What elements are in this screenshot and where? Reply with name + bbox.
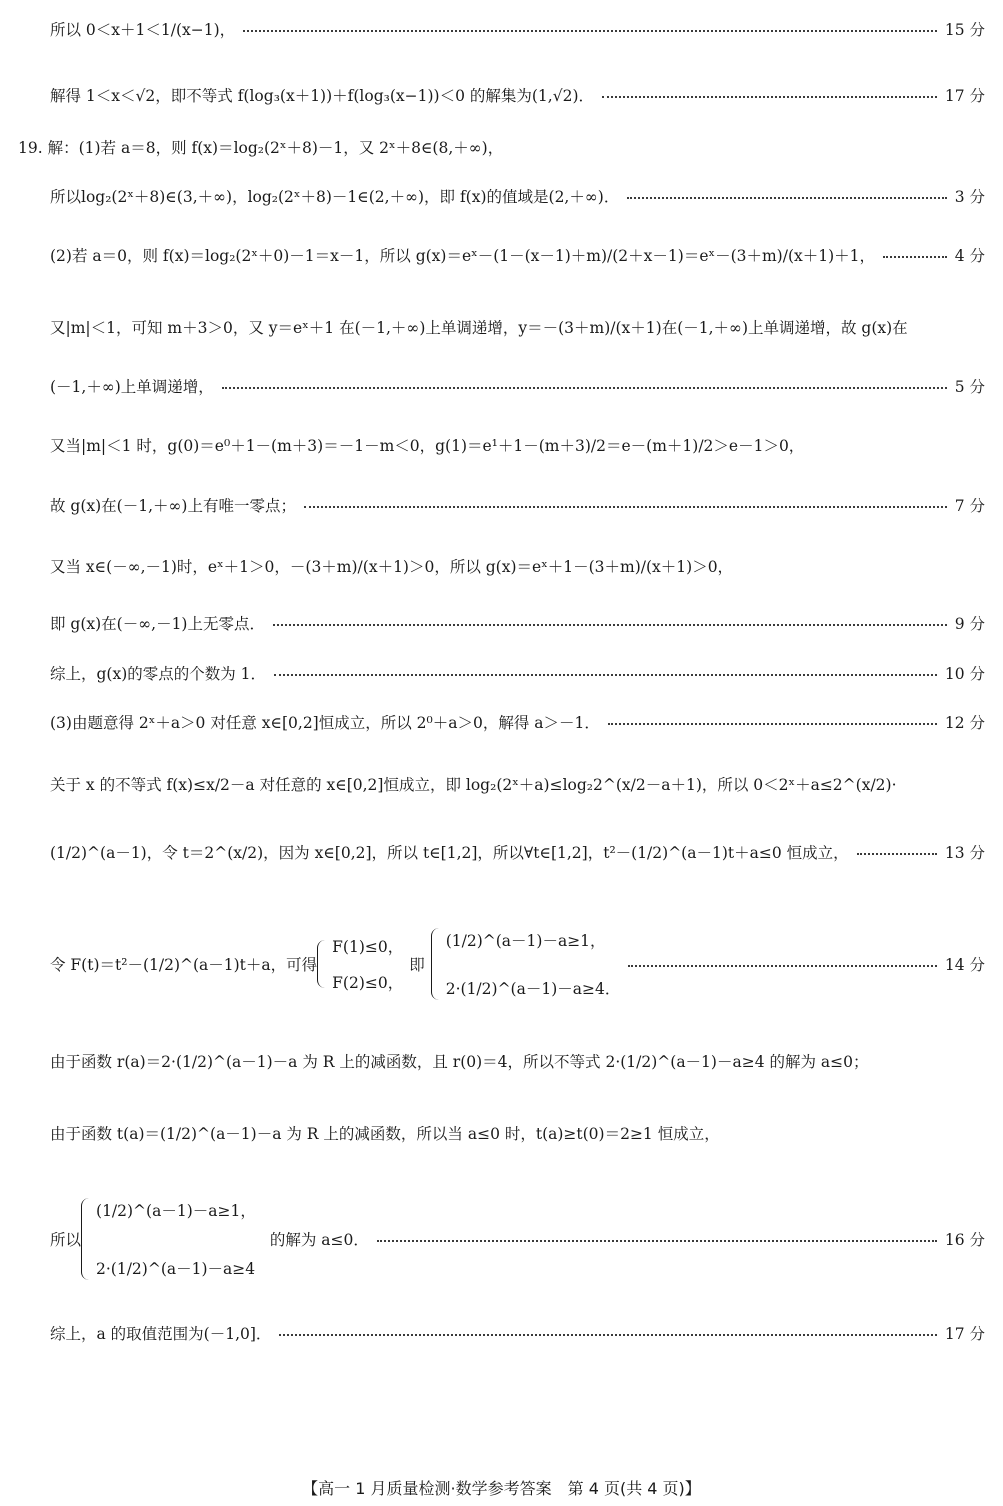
score-label: 5 分: [954, 378, 985, 396]
answer-line-7: [50, 375, 985, 397]
score-label: 10 分: [944, 665, 985, 683]
leader-dots: [243, 30, 937, 32]
answer-text: 故 g(x)在(－1,＋∞)上有唯一零点；: [50, 497, 296, 515]
answer-text: 19. 解：(1)若 a＝8，则 f(x)＝log₂(2ˣ＋8)－1，又 2ˣ＋8∈(8,＋∞)，: [18, 139, 504, 157]
answer-line-5: [50, 244, 985, 266]
score-label: 15 分: [944, 21, 985, 39]
leader-dots: [273, 624, 947, 626]
leader-dots: [279, 1334, 936, 1336]
answer-text: 由于函数 r(a)＝2·(1/2)^(a－1)－a 为 R 上的减函数，且 r(0)＝4，所以不等式 2·(1/2)^(a－1)－a≥4 的解为 a≤0；: [50, 1053, 869, 1071]
leader-dots: [608, 723, 937, 725]
answer-text: 由于函数 t(a)＝(1/2)^(a－1)－a 为 R 上的减函数，所以当 a≤0 时，t(a)≥t(0)＝2≥1 恒成立，: [50, 1125, 720, 1143]
score-label: 17 分: [944, 1325, 985, 1343]
answer-text: (1/2)^(a－1)，令 t＝2^(x/2)，因为 x∈[0,2]，所以 t∈[1,2]，所以∀t∈[1,2]，t²－(1/2)^(a－1)t＋a≤0 恒成立，: [50, 844, 849, 862]
left-brace: [81, 1198, 92, 1280]
answer-line-15: [50, 841, 985, 863]
leader-dots: [377, 1240, 937, 1242]
answer-text: 即 g(x)在(－∞,－1)上无零点．: [50, 615, 265, 633]
left-brace: [317, 940, 328, 988]
answer-text: 所以log₂(2ˣ＋8)∈(3,＋∞)，log₂(2ˣ＋8)－1∈(2,＋∞)，即 f(x)的值域是(2,＋∞)．: [50, 188, 620, 206]
answer-text: 综上，g(x)的零点的个数为 1．: [50, 665, 267, 683]
leader-dots: [627, 197, 946, 199]
answer-line-2: [50, 84, 985, 106]
leader-dots: [857, 853, 937, 855]
system-row: 2·(1/2)^(a－1)－a≥4: [96, 1260, 256, 1278]
answer-line-10: [50, 555, 985, 577]
answer-text: 解得 1＜x＜√2，即不等式 f(log₃(x＋1))＋f(log₃(x−1))＜0 的解集为(1,√2)．: [50, 87, 594, 105]
system-row: F(1)≤0，: [332, 938, 404, 956]
answer-line-19: [50, 1198, 985, 1280]
answer-line-8: [50, 434, 985, 456]
connector-text: 即: [409, 956, 425, 974]
answer-line-12: [50, 662, 985, 684]
leader-dots: [883, 256, 947, 258]
score-label: 7 分: [954, 497, 985, 515]
answer-line-4: [50, 185, 985, 207]
answer-line-14: [50, 773, 985, 795]
answer-line-13: [50, 711, 985, 733]
system-row: (1/2)^(a－1)－a≥1，: [445, 932, 606, 950]
inequality-system: [81, 1198, 256, 1280]
answer-text: 又当|m|＜1 时，g(0)＝e⁰＋1－(m＋3)＝－1－m＜0，g(1)＝e¹＋1－(m＋3)/2＝e－(m＋1)/2＞e－1＞0，: [50, 437, 805, 455]
page-footer: 【高一 1 月质量检测·数学参考答案 第 4 页(共 4 页)】: [302, 1479, 701, 1498]
answer-line-16: [50, 928, 985, 1000]
question-19-header: [18, 136, 985, 158]
answer-text: 所以 0＜x＋1＜1/(x−1)，: [50, 21, 236, 39]
answer-line-11: [50, 612, 985, 634]
leader-dots: [628, 965, 937, 967]
score-label: 13 分: [944, 844, 985, 862]
score-label: 3 分: [954, 188, 985, 206]
answer-text: 综上，a 的取值范围为(－1,0]．: [50, 1325, 272, 1343]
answer-text: (2)若 a＝0，则 f(x)＝log₂(2ˣ＋0)－1＝x－1，所以 g(x)＝eˣ－(1－(x－1)＋m)/(2＋x－1)＝eˣ－(3＋m)/(x＋1)＋1，: [50, 247, 875, 265]
answer-text: 又当 x∈(－∞,－1)时，eˣ＋1＞0，－(3＋m)/(x＋1)＞0，所以 g(x)＝eˣ＋1－(3＋m)/(x＋1)＞0，: [50, 558, 734, 576]
leader-dots: [602, 96, 937, 98]
answer-line-9: [50, 494, 985, 516]
leader-dots: [304, 506, 947, 508]
answer-line-20: [50, 1322, 985, 1344]
left-brace: [431, 928, 442, 1000]
answer-text: 令 F(t)＝t²－(1/2)^(a－1)t＋a，可得: [50, 956, 318, 974]
answer-text: 所以: [50, 1231, 82, 1249]
score-label: 4 分: [954, 247, 985, 265]
inequality-system-left: [317, 935, 403, 993]
answer-line-17: [50, 1050, 985, 1072]
score-label: 14 分: [944, 956, 985, 974]
answer-line-18: [50, 1122, 985, 1144]
system-row: (1/2)^(a－1)－a≥1，: [96, 1202, 256, 1220]
answer-text: (－1,＋∞)上单调递增，: [50, 378, 214, 396]
score-label: 17 分: [944, 87, 985, 105]
answer-text: 又|m|＜1，可知 m＋3＞0，又 y＝eˣ＋1 在(－1,＋∞)上单调递增，y＝－(3＋m)/(x＋1)在(－1,＋∞)上单调递增，故 g(x)在: [50, 319, 908, 337]
score-label: 16 分: [944, 1231, 985, 1249]
answer-text: 关于 x 的不等式 f(x)≤x/2－a 对任意的 x∈[0,2]恒成立，即 log₂(2ˣ＋a)≤log₂2^(x/2－a＋1)，所以 0＜2ˣ＋a≤2^(x/2)·: [50, 776, 897, 794]
answer-line-1: [50, 18, 985, 40]
system-result-text: 的解为 a≤0．: [269, 1231, 369, 1249]
answer-text: (3)由题意得 2ˣ＋a＞0 对任意 x∈[0,2]恒成立，所以 2⁰＋a＞0，解得 a＞－1．: [50, 714, 600, 732]
leader-dots: [222, 387, 947, 389]
score-label: 9 分: [954, 615, 985, 633]
leader-dots: [274, 674, 937, 676]
score-label: 12 分: [944, 714, 985, 732]
answer-line-6: [50, 316, 985, 338]
inequality-system-right: [431, 928, 621, 1000]
system-row: F(2)≤0，: [332, 974, 404, 992]
system-row: 2·(1/2)^(a－1)－a≥4．: [445, 980, 621, 998]
